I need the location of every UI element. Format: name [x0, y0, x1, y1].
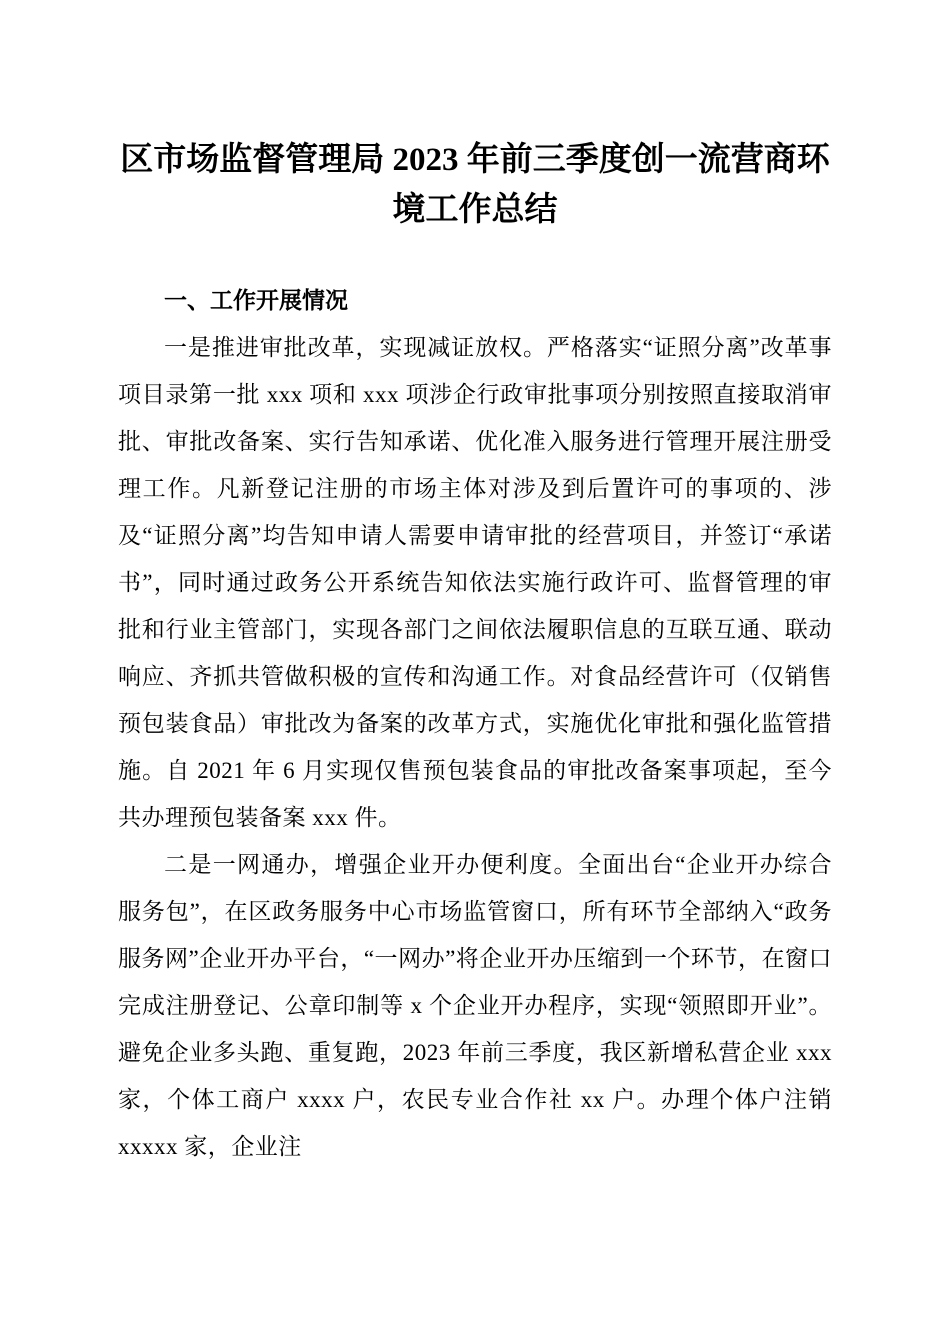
paragraph-1: 一是推进审批改革，实现减证放权。严格落实“证照分离”改革事项目录第一批 xxx 项和 xxx 项涉企行政审批事项分别按照直接取消审批、审批改备案、实行告知承诺、优化准入服务进行管理开展注册受理工作。凡新登记注册的市场主体对涉及到后置许可的事项的、涉及“证照分离”均告知申请人需要申请审批的经营项目，并签订“承诺书”，同时通过政务公开系统告知依法实施行政许可、监督管理的审批和行业主管部门，实现各部门之间依法履职信息的互联互通、联动响应、齐抓共管做积极的宣传和沟通工作。对食品经营许可（仅销售预包装食品）审批改为备案的改革方式，实施优化审批和强化监管措施。自 2021 年 6 月实现仅售预包装食品的审批改备案事项起，至今共办理预包装备案 xxx 件。 — [118, 335, 832, 830]
document-title: 区市场监督管理局 2023 年前三季度创一流营商环境工作总结 — [120, 142, 830, 228]
paragraph-2: 二是一网通办，增强企业开办便利度。全面出台“企业开办综合服务包”，在区政务服务中心市场监管窗口，所有环节全部纳入“政务服务网”企业开办平台，“一网办”将企业开办压缩到一个环节，在窗口完成注册登记、公章印制等 x 个企业开办程序，实现“领照即开业”。避免企业多头跑、重复跑，2023 年前三季度，我区新增私营企业 xxx 家，个体工商户 xxxx 户，农民专业合作社 xx 户。办理个体户注销 xxxxx 家，企业注 — [118, 852, 832, 1159]
section-heading: 一、工作开展情况 — [164, 288, 348, 313]
